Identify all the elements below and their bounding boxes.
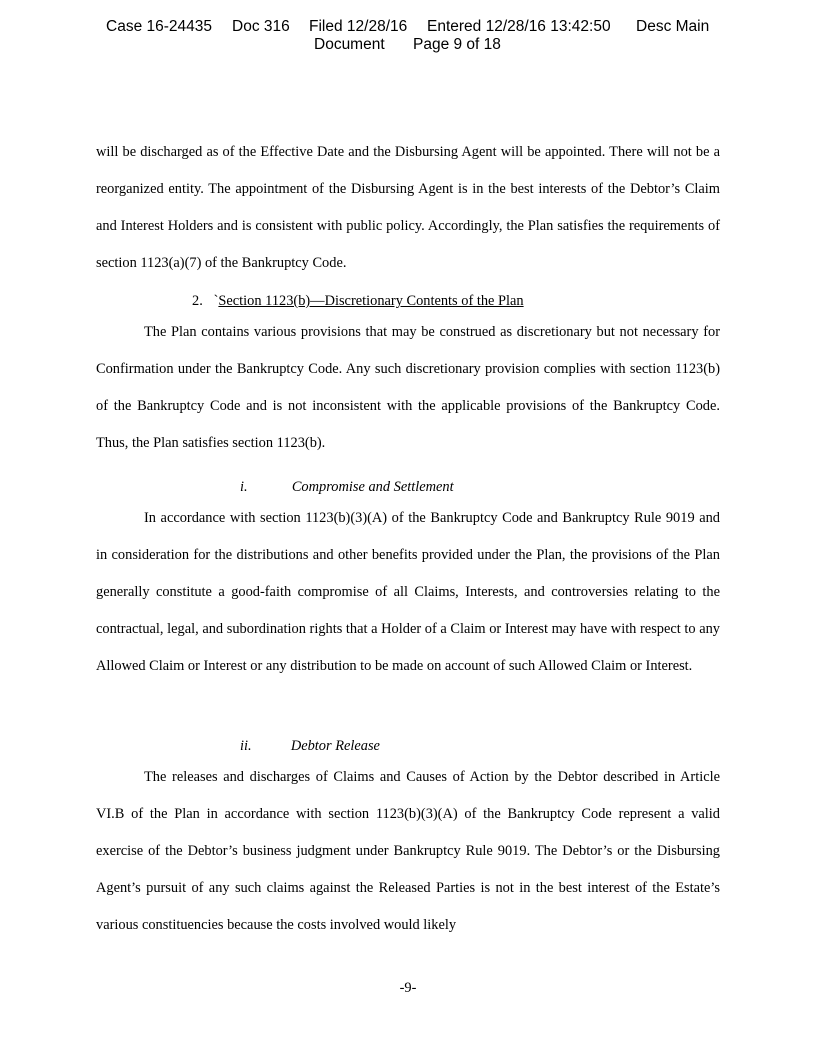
subsection-title: Debtor Release: [290, 738, 380, 754]
header-filed-date: Filed 12/28/16: [309, 18, 408, 35]
header-entered-date: Entered 12/28/16 13:42:50: [427, 18, 611, 35]
subsection-heading-i: [240, 480, 454, 494]
subsection-title: Compromise and Settlement: [291, 479, 454, 495]
paragraph-discretionary: The Plan contains various provisions that may be construed as discretionary but not necessary for Confirmation under the Bankruptcy Code. Any such discretionary provision complies with section 1123(b) of the Bankruptcy Code and is not inconsistent with the applicable provisions of the Bankruptcy Code. Thus, the Plan satisfies section 1123(b).: [96, 324, 720, 451]
subsection-numeral: ii.: [240, 738, 252, 754]
paragraph-continuation: will be discharged as of the Effective Date and the Disbursing Agent will be appointed. There will not be a reorganized entity. The appointment of the Disbursing Agent is in the best interests of the Debtor’s Claim and Interest Holders and is consistent with public policy. Accordingly, the Plan satisfies the requirements of section 1123(a)(7) of the Bankruptcy Code.: [96, 144, 720, 271]
section-title: Section 1123(b)—Discretionary Contents of the Plan: [218, 293, 524, 309]
page-number: -9-: [399, 980, 417, 996]
paragraph-compromise: In accordance with section 1123(b)(3)(A) of the Bankruptcy Code and Bankruptcy Rule 9019 and in consideration for the distributions and other benefits provided under the Plan, the provisions of the Plan generally constitute a good-faith compromise of all Claims, Interests, and controversies relating to the contractual, legal, and subordination rights that a Holder of a Claim or Interest may have with respect to any Allowed Claim or Interest or any distribution to be made on account of such Allowed Claim or Interest.: [96, 510, 720, 674]
section-heading-2: [192, 294, 524, 308]
subsection-heading-ii: [240, 739, 380, 753]
header-desc: Desc Main: [636, 18, 710, 35]
header-document-label: Document: [314, 36, 385, 53]
paragraph-debtor-release: The releases and discharges of Claims and Causes of Action by the Debtor described in Article VI.B of the Plan in accordance with section 1123(b)(3)(A) of the Bankruptcy Code represent a valid exercise of the Debtor’s business judgment under Bankruptcy Rule 9019. The Debtor’s or the Disbursing Agent’s pursuit of any such claims against the Released Parties is not in the best interest of the Estate’s various constituencies because the costs involved would likely: [96, 769, 720, 933]
header-case-number: Case 16-24435: [106, 18, 212, 35]
subsection-numeral: i.: [240, 479, 248, 495]
header-doc-number: Doc 316: [232, 18, 290, 35]
section-number: 2.: [192, 293, 203, 309]
section-prefix: `: [213, 293, 219, 309]
header-page-of: Page 9 of 18: [413, 36, 501, 53]
